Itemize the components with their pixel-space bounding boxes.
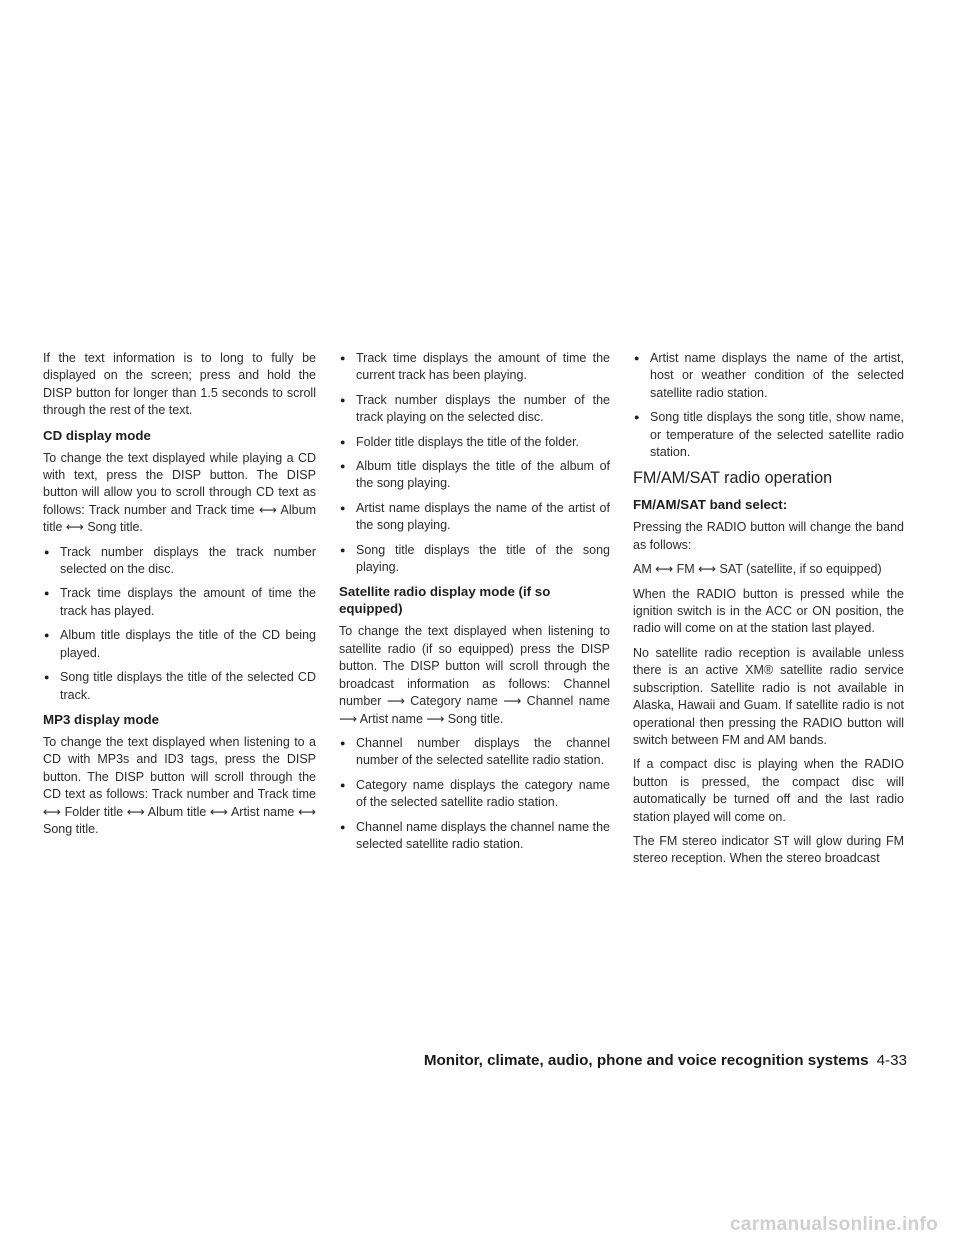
list-item: ● Track time displays the amount of time the track has played. <box>43 585 316 620</box>
mp3-display-paragraph: To change the text displayed when listening to a CD with MP3s and ID3 tags, press the DISP button. The DISP button will scroll through the CD text as follows: Track number and Track time ⟷ Folder title ⟷ Album title ⟷ Artist name ⟷ Song title. <box>43 734 316 836</box>
cd-bullet-list <box>43 544 316 704</box>
radio-on-paragraph: When the RADIO button is pressed while the ignition switch is in the ACC or ON position, the radio will come on at the station last played. <box>633 586 904 636</box>
column-1 <box>43 350 316 845</box>
list-item: ● Song title displays the song title, show name, or temperature of the selected satellite radio station. <box>633 409 904 461</box>
list-item: ● Album title displays the title of the CD being played. <box>43 627 316 662</box>
list-item: ● Category name displays the category name of the selected satellite radio station. <box>339 777 610 812</box>
list-item: ● Song title displays the title of the selected CD track. <box>43 669 316 704</box>
list-item: ● Track number displays the track number selected on the disc. <box>43 544 316 579</box>
compact-disc-paragraph: If a compact disc is playing when the RADIO button is pressed, the compact disc will automatically be turned off and the last radio station played will come on. <box>633 757 904 824</box>
mp3-display-heading: MP3 display mode <box>43 711 160 727</box>
mp3-bullet-list <box>339 350 610 576</box>
band-select-intro: Pressing the RADIO button will change the band as follows: <box>633 520 904 552</box>
list-item: ● Song title displays the title of the song playing. <box>339 542 610 577</box>
intro-paragraph: If the text information is to long to fully be displayed on the screen; press and hold the DISP button for longer than 1.5 seconds to scroll through the rest of the text. <box>43 351 316 418</box>
satellite-subscription-paragraph: No satellite radio reception is available unless there is an active XM® satellite radio service subscription. Satellite radio is not available in Alaska, Hawaii and Guam. If satellite radio is not operational then pressing the RADIO button will switch between FM and AM bands. <box>633 645 904 747</box>
list-item: ● Track number displays the number of the track playing on the selected disc. <box>339 392 610 427</box>
column-3 <box>633 350 904 875</box>
band-sequence: AM ⟷ FM ⟷ SAT (satellite, if so equipped) <box>633 562 882 577</box>
fm-stereo-paragraph: The FM stereo indicator ST will glow during FM stereo reception. When the stereo broadcast <box>633 833 904 866</box>
list-item: ● Channel number displays the channel number of the selected satellite radio station. <box>339 735 610 770</box>
list-item: ● Album title displays the title of the album of the song playing. <box>339 458 610 493</box>
list-item: ● Artist name displays the name of the artist of the song playing. <box>339 500 610 535</box>
list-item: ● Track time displays the amount of time the current track has been playing. <box>339 350 610 385</box>
page-footer <box>415 1052 907 1070</box>
band-select-heading: FM/AM/SAT band select: <box>633 497 788 513</box>
satellite-bullet-list-continued <box>633 350 904 461</box>
satellite-display-paragraph: To change the text displayed when listening to satellite radio (if so equipped) press the DISP button. The DISP button will scroll through the broadcast information as follows: Channel number ⟶ Category name ⟶ Channel name ⟶ Artist name ⟶ Song title. <box>339 624 610 726</box>
page-number: 4-33 <box>876 1052 907 1069</box>
footer-section-title: Monitor, climate, audio, phone and voice recognition systems <box>423 1052 869 1069</box>
list-item: ● Folder title displays the title of the folder. <box>339 434 610 451</box>
satellite-display-heading: Satellite radio display mode (if so equipped) <box>339 584 551 617</box>
list-item: ● Channel name displays the channel name the selected satellite radio station. <box>339 819 610 854</box>
watermark: carmanualsonline.info <box>730 1214 938 1235</box>
cd-display-paragraph: To change the text displayed while playing a CD with text, press the DISP button. The DISP button will allow you to scroll through CD text as follows: Track number and Track time ⟷ Album title ⟷ Song title. <box>43 450 316 535</box>
list-item: ● Artist name displays the name of the artist, host or weather condition of the selected satellite radio station. <box>633 350 904 402</box>
cd-display-heading: CD display mode <box>43 427 151 443</box>
satellite-bullet-list <box>339 735 610 853</box>
radio-operation-section-title: FM/AM/SAT radio operation <box>633 469 833 488</box>
column-2 <box>339 350 610 860</box>
